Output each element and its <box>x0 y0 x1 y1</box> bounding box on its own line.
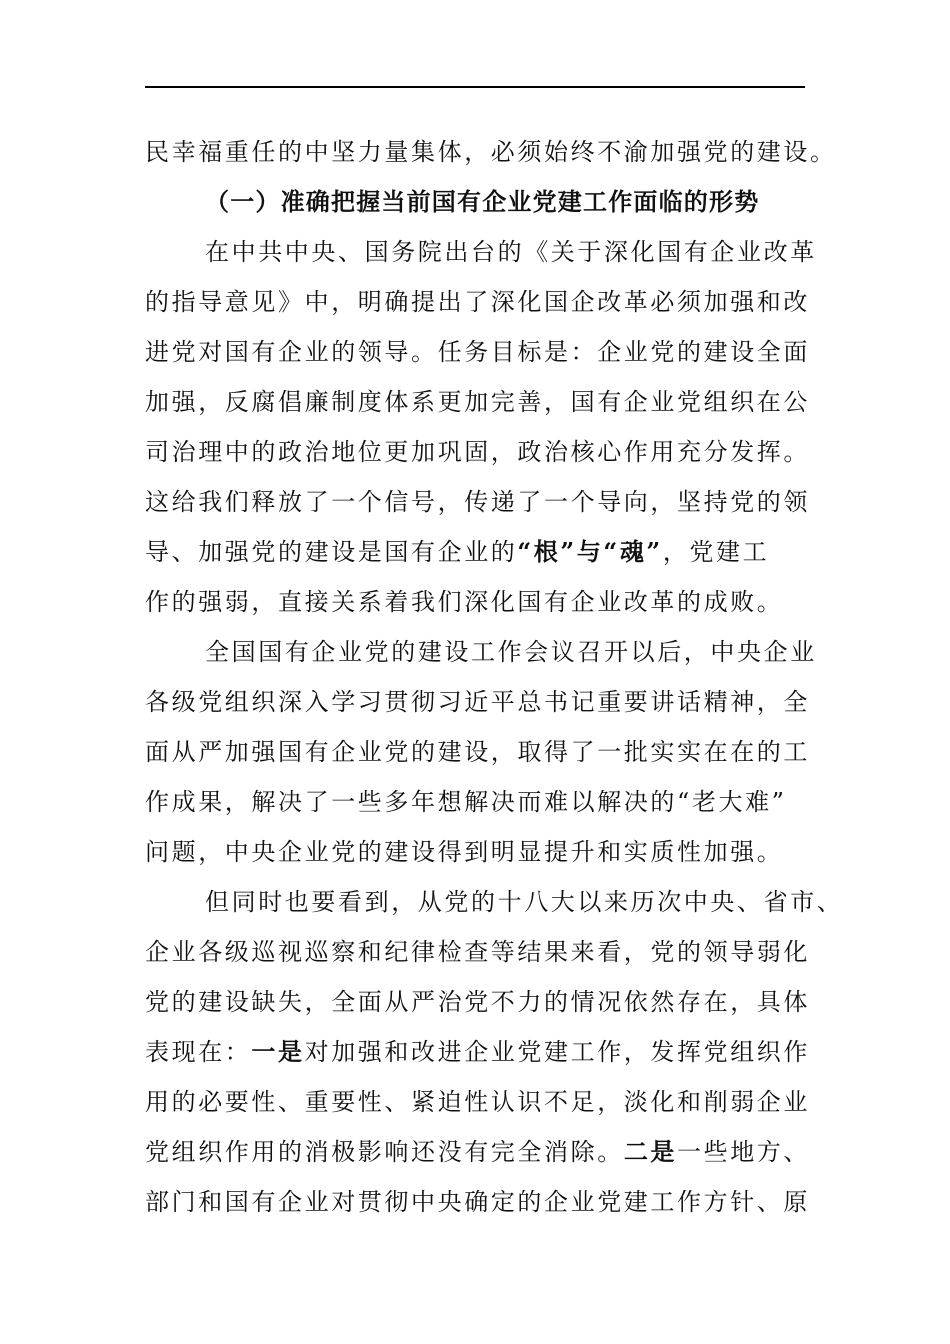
paragraph-line: 在中共中央、国务院出台的《关于深化国有企业改革 <box>205 238 817 266</box>
paragraph-line: 进党对国有企业的领导。任务目标是：企业党的建设全面 <box>145 338 810 366</box>
paragraph-line: 用的必要性、重要性、紧迫性认识不足，淡化和削弱企业 <box>145 1088 810 1116</box>
text-run: 党组织作用的消极影响还没有完全消除。 <box>145 1138 624 1166</box>
paragraph-line: 加强，反腐倡廉制度体系更加完善，国有企业党组织在公 <box>145 388 810 416</box>
paragraph-line: 企业各级巡视巡察和纪律检查等结果来看，党的领导弱化 <box>145 938 810 966</box>
bold-emphasis: 一是 <box>251 1037 305 1066</box>
paragraph-line: 部门和国有企业对贯彻中央确定的企业党建工作方针、原 <box>145 1188 810 1216</box>
paragraph-line: 作的强弱，直接关系着我们深化国有企业改革的成败。 <box>145 588 784 616</box>
bold-emphasis: 二是 <box>623 1137 678 1166</box>
section-heading: （一）准确把握当前国有企业党建工作面临的形势 <box>205 188 760 216</box>
paragraph-line <box>145 536 835 568</box>
text-run: 导、加强党的建设是国有企业的 <box>145 538 518 566</box>
paragraph-line: 各级党组织深入学习贯彻习近平总书记重要讲话精神，全 <box>145 688 810 716</box>
paragraph-line: 全国国有企业党的建设工作会议召开以后，中央企业 <box>205 638 817 666</box>
paragraph-line: 党的建设缺失，全面从严治党不力的情况依然存在，具体 <box>145 988 810 1016</box>
paragraph-line <box>145 1136 835 1168</box>
text-run: 一些地方、 <box>677 1138 811 1166</box>
text-run: 表现在： <box>145 1038 252 1066</box>
paragraph-line: 面从严加强国有企业党的建设，取得了一批实实在在的工 <box>145 738 810 766</box>
text-run: ，党建工 <box>662 538 770 566</box>
paragraph-line: 但同时也要看到，从党的十八大以来历次中央、省市、 <box>205 888 844 916</box>
paragraph-line: 这给我们释放了一个信号，传递了一个导向，坚持党的领 <box>145 488 810 516</box>
header-rule <box>145 86 805 88</box>
paragraph-line: 民幸福重任的中坚力量集体，必须始终不渝加强党的建设。 <box>145 138 837 166</box>
paragraph-line: 问题，中央企业党的建设得到明显提升和实质性加强。 <box>145 838 784 866</box>
bold-emphasis: “根”与“魂” <box>517 537 663 566</box>
paragraph-line: 司治理中的政治地位更加巩固，政治核心作用充分发挥。 <box>145 438 810 466</box>
paragraph-line: 作成果，解决了一些多年想解决而难以解决的“老大难” <box>145 788 787 816</box>
paragraph-line: 的指导意见》中，明确提出了深化国企改革必须加强和改 <box>145 288 810 316</box>
paragraph-line <box>145 1036 835 1068</box>
text-run: 对加强和改进企业党建工作，发挥党组织作 <box>304 1038 811 1066</box>
